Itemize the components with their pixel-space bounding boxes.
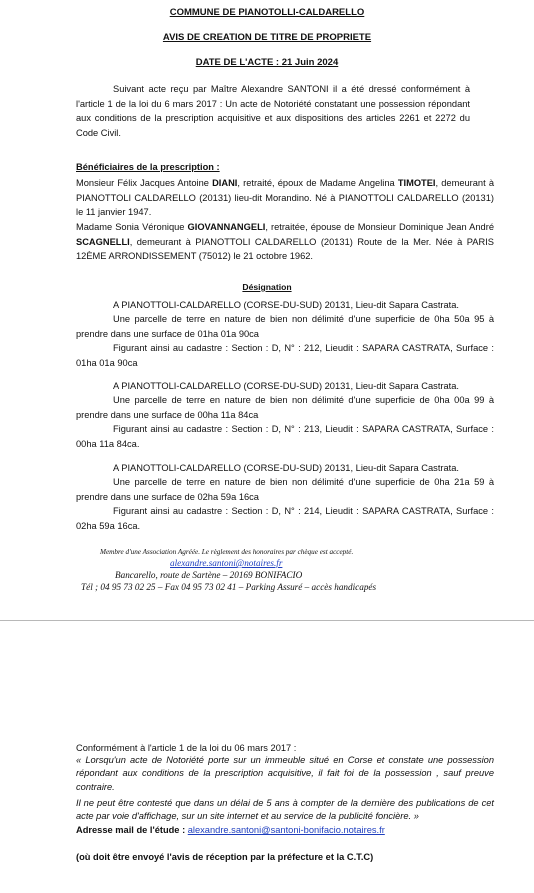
beneficiary-1-spouse-name: TIMOTEI [397,178,436,188]
beneficiary-2-pre: Madame Sonia Véronique [76,222,188,232]
beneficiaires-title: Bénéficiaires de la prescription : [76,162,220,172]
office-phones: Tél ; 04 95 73 02 25 – Fax 04 95 73 02 41 – Parking Assuré – accès handicapés [81,582,377,592]
footer-quote-2: Il ne peut être contesté que dans un délai de 5 ans à compter de la dernière des publications de cet acte par voie d'affichage, sur un site internet et au service de la publicité foncière. » [76,798,494,822]
parcel-1-cadastre: Figurant ainsi au cadastre : Section : D, N° : 212, Lieudit : SAPARA CASTRATA, Surface : 01ha 01a 90ca [76,343,494,368]
page-divider [0,620,534,621]
intro-paragraph: Suivant acte reçu par Maître Alexandre SANTONI il a été dressé conformément à l'article 1 de la loi du 6 mars 2017 : Un acte de Notoriété constatant une possession répondant aux conditions de la prescription acquisitive et aux dispositions des articles 2261 et 2272 du Code Civil. [76,84,470,138]
beneficiary-2-post: , demeurant à PIANOTTOLI CALDARELLO (20131) Route de la Mer. Née à PARIS 12ÈME ARRONDISSEMENT (75012) le 21 octobre 1962. [76,236,494,262]
date-acte-heading: DATE DE L'ACTE : 21 Juin 2024 [195,57,339,68]
beneficiary-2-spouse-name: SCAGNELLI [76,236,130,247]
beneficiary-1-pre: Monsieur Félix Jacques Antoine [76,178,213,188]
beneficiary-2 [76,220,494,264]
footer-mail-label: Adresse mail de l'étude : [76,825,188,835]
parcel-3-lieu: A PIANOTTOLI-CALDARELLO (CORSE-DU-SUD) 20131, Lieu-dit Sapara Castrata. [113,463,460,473]
parcel-1-description: Une parcelle de terre en nature de bien non délimité d'une superficie de 0ha 50a 95 à prendre dans une surface de 01ha 01a 90ca [76,314,494,339]
beneficiary-1 [76,176,494,220]
beneficiary-2-mid: , retraitée, épouse de Monsieur Dominique Jean André [265,222,494,232]
commune-heading: COMMUNE DE PIANOTOLLI-CALDARELLO [169,7,365,18]
footer-quote-1: « Lorsqu'un acte de Notoriété porte sur un immeuble situé en Corse et constate une possession répondant aux conditions de la prescription acquisitive, il fait foi de la possession , sauf preuve contraire. [76,755,494,792]
parcel-2-description: Une parcelle de terre en nature de bien non délimité d'une superficie de 0ha 00a 99 à prendre dans une surface de 00ha 11a 84ca [76,395,494,420]
beneficiary-2-name: GIOVANNANGELI [187,222,266,232]
parcel-3-cadastre: Figurant ainsi au cadastre : Section : D, N° : 214, Lieudit : SAPARA CASTRATA, Surface : 02ha 59a 16ca. [76,506,494,531]
footer-mail-link[interactable]: alexandre.santoni@santoni-bonifacio.notaires.fr [187,825,385,835]
parcel-2-lieu: A PIANOTTOLI-CALDARELLO (CORSE-DU-SUD) 20131, Lieu-dit Sapara Castrata. [113,381,460,391]
office-address: Bancarello, route de Sartène – 20169 BONIFACIO [115,570,303,580]
parcel-3-description: Une parcelle de terre en nature de bien non délimité d'une superficie de 0ha 21a 59 à prendre dans une surface de 02ha 59a 16ca [76,477,494,502]
beneficiary-1-mid: , retraité, époux de Madame Angelina [237,178,398,188]
beneficiary-1-name: DIANI [212,178,238,188]
association-line: Membre d'une Association Agréée. Le règlement des honoraires par chèque est accepté. [100,548,354,556]
footer-intro: Conformément à l'article 1 de la loi du 06 mars 2017 : [76,743,297,753]
footer-note: (où doit être envoyé l'avis de réception par la préfecture et la C.T.C) [76,852,374,862]
designation-title: Désignation [242,282,292,292]
beneficiary-1-post: , demeurant à PIANOTTOLI CALDARELLO (20131) lieu-dit Morandino. Né à PIANOTTOLI CALDARELLO (20131) le 11 janvier 1947. [76,178,494,218]
notary-email-link[interactable]: alexandre.santoni@notaires.fr [170,558,283,568]
avis-heading: AVIS DE CREATION DE TITRE DE PROPRIETE [162,32,372,43]
footer-mail-line [76,823,385,838]
parcel-1-lieu: A PIANOTTOLI-CALDARELLO (CORSE-DU-SUD) 20131, Lieu-dit Sapara Castrata. [113,300,460,310]
parcel-2-cadastre: Figurant ainsi au cadastre : Section : D, N° : 213, Lieudit : SAPARA CASTRATA, Surface : 00ha 11a 84ca. [76,424,494,449]
